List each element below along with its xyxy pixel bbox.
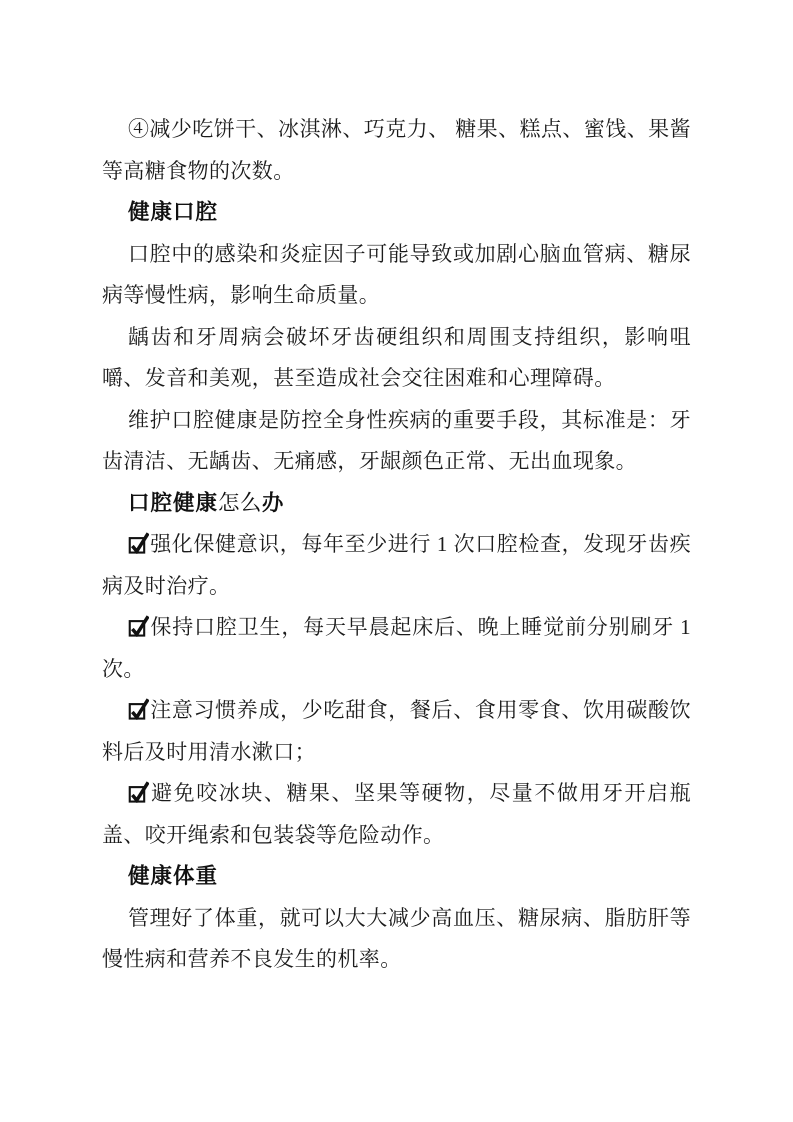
checked-checkbox-icon (128, 531, 149, 554)
heading-run-bold: 办 (261, 490, 285, 515)
checked-checkbox-icon (128, 614, 149, 637)
paragraph-weight-management: 管理好了体重，就可以大大减少高血压、糖尿病、脂肪肝等慢性病和营养不良发生的机率。 (102, 905, 691, 971)
section-heading-healthy-mouth: 健康口腔 (128, 200, 219, 224)
section-heading-healthy-weight: 健康体重 (128, 864, 219, 888)
heading-run-regular: 怎么 (218, 490, 262, 515)
checklist-item-brush-teeth (102, 607, 691, 690)
checklist-item-text: 避免咬冰块、糖果、坚果等硬物，尽量不做用牙开启瓶盖、咬开绳索和包装袋等危险动作。 (102, 781, 691, 847)
paragraph-oral-health-standard: 维护口腔健康是防控全身性疾病的重要手段，其标准是：牙齿清洁、无龋齿、无痛感，牙龈颜色正常、无出血现象。 (102, 407, 691, 473)
section-heading-oral-health-what-to-do (102, 483, 691, 525)
heading-run-bold: 口腔健康 (128, 490, 219, 515)
checklist-item-text: 保持口腔卫生，每天早晨起床后、晚上睡觉前分别刷牙 1 次。 (102, 615, 691, 681)
checklist-item-rinse-mouth (102, 690, 691, 773)
checklist-item-text: 强化保健意识，每年至少进行 1 次口腔检查，发现牙齿疾病及时治疗。 (102, 532, 691, 598)
checked-checkbox-icon (128, 780, 149, 803)
checklist-item-text: 注意习惯养成，少吃甜食，餐后、食用零食、饮用碳酸饮料后及时用清水漱口； (102, 698, 691, 764)
checklist-item-dental-checkup (102, 524, 691, 607)
checked-checkbox-icon (128, 697, 149, 720)
checklist-item-avoid-hard-objects (102, 773, 691, 856)
document-content (102, 109, 691, 981)
paragraph-oral-infection: 口腔中的感染和炎症因子可能导致或加剧心脑血管病、糖尿病等慢性病，影响生命质量。 (102, 241, 691, 307)
paragraph-reduce-sugar: ④减少吃饼干、冰淇淋、巧克力、 糖果、糕点、蜜饯、果酱等高糖食物的次数。 (102, 117, 691, 183)
paragraph-caries-periodontal: 龋齿和牙周病会破坏牙齿硬组织和周围支持组织，影响咀嚼、发音和美观，甚至造成社会交往困难和心理障碍。 (102, 324, 691, 390)
